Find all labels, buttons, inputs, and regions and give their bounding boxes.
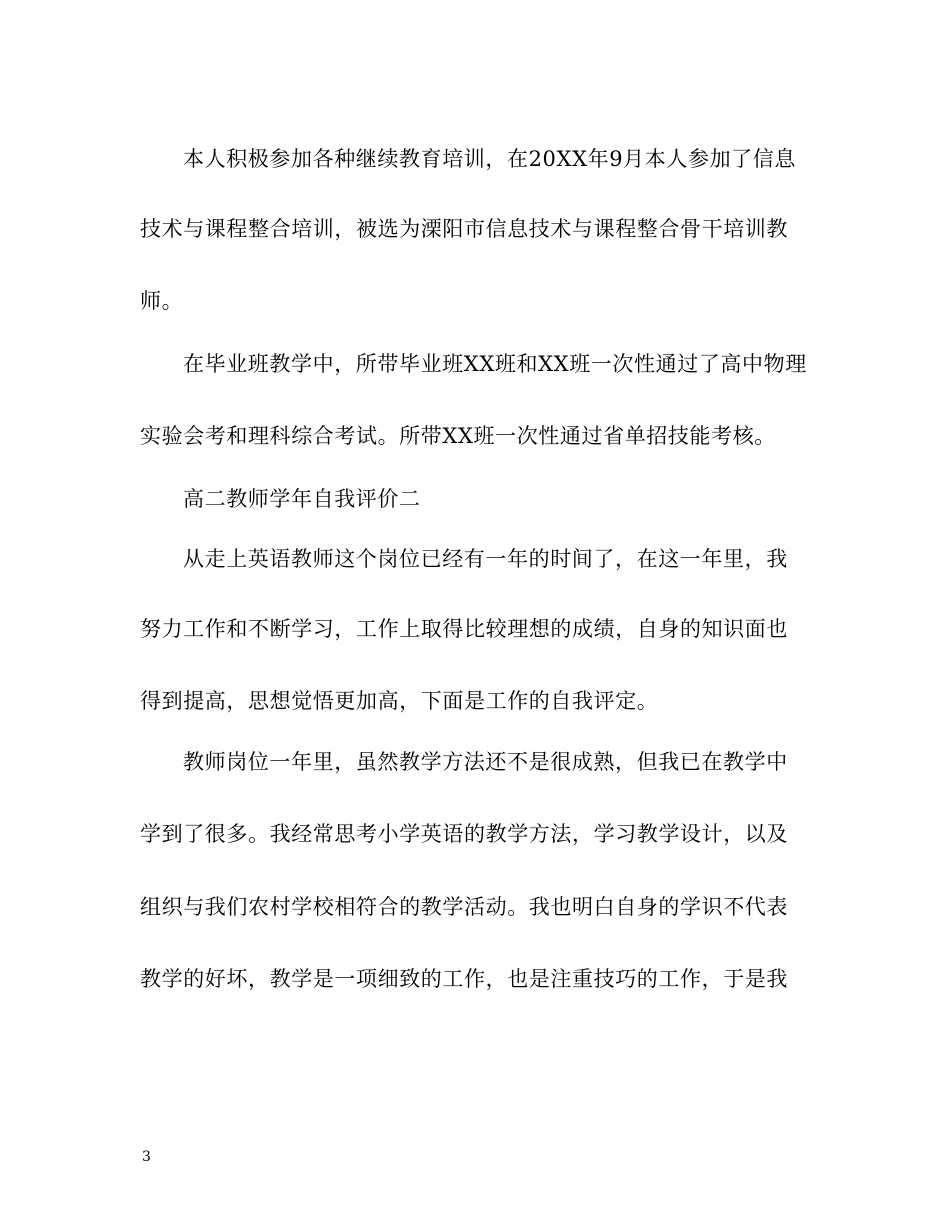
paragraph-3-line-1: 从走上英语教师这个岗位已经有一年的时间了，在这一年里，我 xyxy=(183,547,788,571)
page-number: 3 xyxy=(142,1149,151,1165)
paragraph-4-line-2: 学到了很多。我经常思考小学英语的教学方法，学习教学设计，以及 xyxy=(140,822,788,846)
paragraph-4-line-4: 教学的好坏，教学是一项细致的工作，也是注重技巧的工作，于是我 xyxy=(140,967,788,991)
paragraph-3-line-3: 得到提高，思想觉悟更加高，下面是工作的自我评定。 xyxy=(140,689,659,713)
paragraph-1-line-1: 本人积极参加各种继续教育培训，在20XX年9月本人参加了信息 xyxy=(183,147,796,171)
paragraph-3-line-2: 努力工作和不断学习，工作上取得比较理想的成绩，自身的知识面也 xyxy=(140,617,788,641)
paragraph-2-line-2: 实验会考和理科综合考试。所带XX班一次性通过省单招技能考核。 xyxy=(140,424,776,448)
paragraph-4-line-3: 组织与我们农村学校相符合的教学活动。我也明白自身的学识不代表 xyxy=(140,895,788,919)
paragraph-2-line-1: 在毕业班教学中，所带毕业班XX班和XX班一次性通过了高中物理 xyxy=(183,352,807,376)
paragraph-4-line-1: 教师岗位一年里，虽然教学方法还不是很成熟，但我已在教学中 xyxy=(183,750,788,774)
paragraph-1-line-2: 技术与课程整合培训，被选为溧阳市信息技术与课程整合骨干培训教 xyxy=(140,217,788,241)
section-heading: 高二教师学年自我评价二 xyxy=(183,487,421,511)
paragraph-1-line-3: 师。 xyxy=(140,289,184,313)
